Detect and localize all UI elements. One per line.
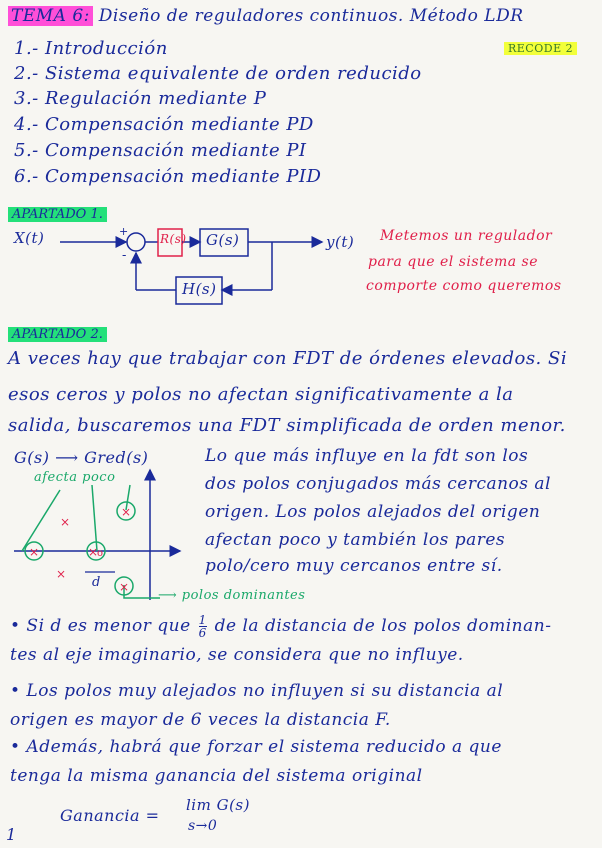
bullet-line: origen es mayor de 6 veces la distancia F. [10, 710, 391, 730]
header-title: Diseño de reguladores continuos. Método LDR [98, 6, 524, 26]
note-line: comporte como queremos [366, 278, 562, 294]
fraction-num: 1 [198, 613, 207, 627]
right-line: Lo que más influye en la fdt son los [205, 446, 529, 466]
para-line: salida, buscaremos una FDT simplificada de orden menor. [8, 415, 566, 436]
para-line: A veces hay que trabajar con FDT de órdenes elevados. Si [8, 348, 568, 369]
index-item: 2.- Sistema equivalente de orden reducido [14, 63, 422, 84]
feedback-label: H(s) [182, 280, 217, 298]
svg-text:×: × [56, 567, 67, 581]
sum-junction [127, 233, 145, 251]
regulator-label: R(s) [160, 232, 187, 246]
note-line: Metemos un regulador [380, 228, 553, 244]
polos-dominantes: ⟶ polos dominantes [158, 588, 306, 603]
index-item: 1.- Introducción [14, 38, 168, 59]
svg-text:×: × [60, 515, 71, 529]
page-number: 1 [6, 825, 17, 844]
svg-text:×: × [88, 545, 99, 559]
bullet-line: • Los polos muy alejados no influyen si su distancia al [10, 681, 504, 701]
svg-text:×: × [119, 580, 130, 594]
bullet-line: • Además, habrá que forzar el sistema reducido a que [10, 737, 502, 757]
right-line: polo/cero muy cercanos entre sí. [205, 556, 503, 576]
bullet-line [10, 614, 551, 639]
apartado2-label-wrap [8, 322, 107, 343]
svg-text:o: o [97, 548, 104, 559]
g-to-gred: G(s) ⟶ Gred(s) [14, 448, 149, 467]
plant-label: G(s) [206, 231, 240, 249]
index-item: 6.- Compensación mediante PID [14, 166, 322, 187]
index-item: 3.- Regulación mediante P [14, 88, 267, 109]
right-line: origen. Los polos alejados del origen [205, 502, 541, 522]
minus-sign: - [122, 248, 127, 263]
bullet-line: tes al eje imaginario, se considera que no influye. [10, 645, 464, 665]
apartado2-label: APARTADO 2. [8, 327, 107, 342]
plus-sign: + [119, 225, 129, 238]
apartado1-label: APARTADO 1. [8, 207, 107, 222]
lim-sub: s→0 [188, 818, 218, 834]
right-line: afectan poco y también los pares [205, 530, 506, 550]
d-label: d [92, 575, 101, 590]
fraction-den: 6 [198, 626, 207, 640]
bullet-text: • Si d es menor que [10, 616, 191, 636]
note-line: para que el sistema se [368, 254, 539, 270]
header-tag: RECODE 2 [504, 42, 577, 55]
ganancia-label: Ganancia = [60, 806, 160, 825]
fraction [199, 614, 207, 639]
input-label: X(t) [14, 229, 45, 247]
tema-label: TEMA 6: [8, 6, 93, 26]
para-line: esos ceros y polos no afectan significativamente a la [8, 384, 514, 405]
index-item: 4.- Compensación mediante PD [14, 114, 314, 135]
index-item: 5.- Compensación mediante PI [14, 140, 307, 161]
output-label: y(t) [326, 233, 355, 251]
bullet-line: tenga la misma ganancia del sistema original [10, 766, 423, 786]
svg-text:×: × [121, 505, 132, 519]
lim-expr: lim G(s) [186, 796, 250, 814]
bullet-text: de la distancia de los polos dominan- [214, 616, 552, 636]
svg-text:×: × [29, 545, 40, 559]
right-line: dos polos conjugados más cercanos al [205, 474, 551, 494]
afecta-poco: afecta poco [34, 470, 116, 485]
